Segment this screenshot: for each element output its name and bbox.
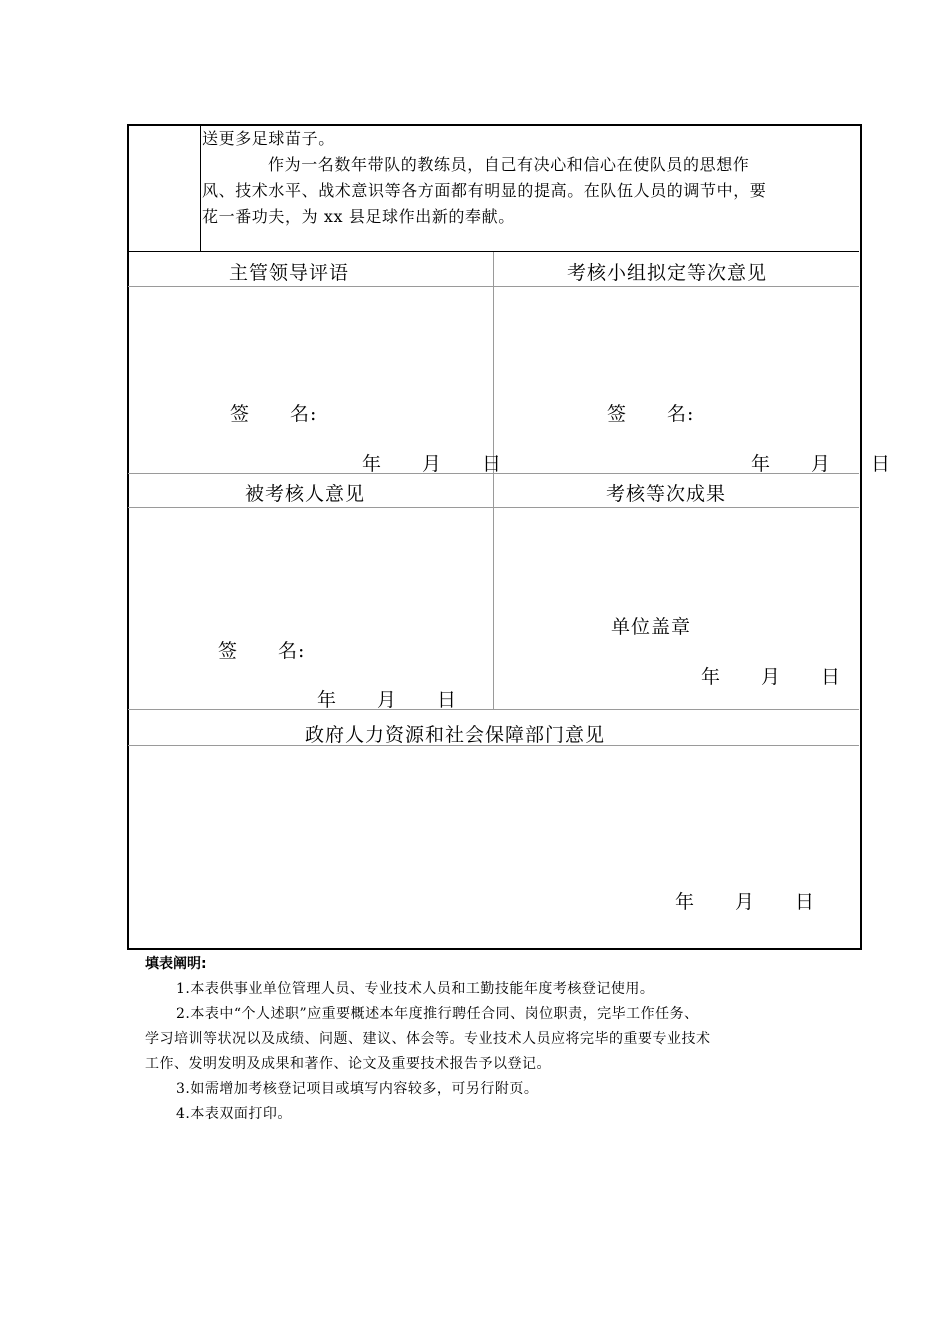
note-item: 2.本表中“个人述职”应重要概述本年度推行聘任合同、岗位职责，完毕工作任务、 bbox=[176, 1006, 699, 1022]
note-item: 工作、发明发明及成果和著作、论文及重要技术报告予以登记。 bbox=[145, 1056, 551, 1072]
government-date: 年 月 日 bbox=[675, 891, 816, 913]
statement-left-column-divider bbox=[200, 125, 201, 251]
supervisor-comment-header: 主管领导评语 bbox=[229, 262, 350, 284]
assessment-form-table bbox=[127, 124, 862, 950]
note-item: 3.如需增加考核登记项目或填写内容较多，可另行附页。 bbox=[176, 1081, 539, 1097]
panel-date: 年 月 日 bbox=[751, 453, 892, 475]
statement-line: 花一番功夫，为 xx 县足球作出新的奉献。 bbox=[202, 207, 515, 226]
assessee-opinion-header: 被考核人意见 bbox=[245, 483, 366, 505]
statement-text bbox=[202, 126, 858, 230]
result-date: 年 月 日 bbox=[701, 666, 842, 688]
unit-seal-label: 单位盖章 bbox=[611, 616, 692, 638]
assessee-sign-label: 签 名: bbox=[218, 640, 306, 662]
supervisor-date: 年 月 日 bbox=[362, 453, 503, 475]
panel-sign-label: 签 名: bbox=[607, 403, 695, 425]
government-opinion-header: 政府人力资源和社会保障部门意见 bbox=[305, 724, 606, 746]
row2-middle-divider bbox=[493, 473, 494, 709]
panel-opinion-header: 考核小组拟定等次意见 bbox=[567, 262, 768, 284]
note-item: 1.本表供事业单位管理人员、专业技术人员和工勤技能年度考核登记使用。 bbox=[176, 981, 655, 997]
note-item: 4.本表双面打印。 bbox=[176, 1106, 292, 1122]
statement-line: 风、技术水平、战术意识等各方面都有明显的提高。在队伍人员的调节中，要 bbox=[202, 181, 767, 200]
notes-title: 填表阐明: bbox=[145, 956, 207, 972]
result-header: 考核等次成果 bbox=[606, 483, 727, 505]
statement-line: 送更多足球苗子。 bbox=[202, 129, 335, 148]
row1-middle-divider bbox=[493, 252, 494, 473]
statement-line: 作为一名数年带队的教练员，自己有决心和信心在使队员的思想作 bbox=[268, 155, 750, 174]
row2-bottom-rule bbox=[128, 709, 859, 710]
supervisor-sign-label: 签 名: bbox=[230, 403, 318, 425]
assessee-date: 年 月 日 bbox=[317, 689, 458, 711]
note-item: 学习培训等状况以及成绩、问题、建议、体会等。专业技术人员应将完毕的重要专业技术 bbox=[145, 1031, 711, 1047]
